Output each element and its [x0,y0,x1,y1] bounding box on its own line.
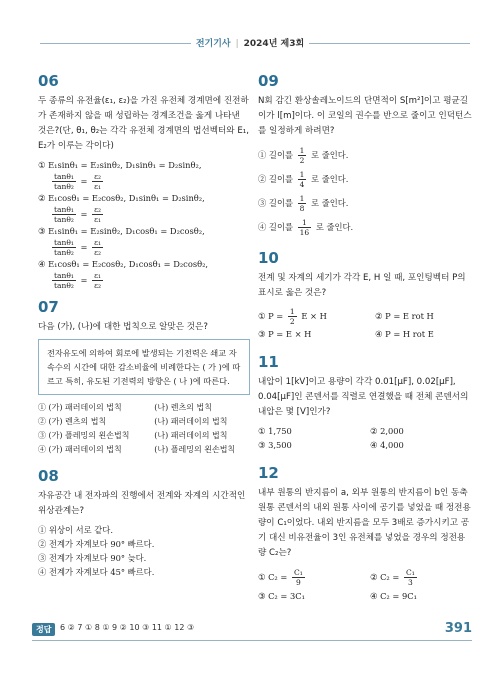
option-2-a: ② (가) 렌츠의 법칙 [38,417,107,426]
option-4: ④ C₂ = 9C₁ [370,591,417,601]
option-list [38,401,250,457]
answer-footer [32,621,472,639]
option-3-b: (나) 패러데이의 법칙 [154,431,228,440]
fraction: $\frac{\text{C₁}}{9}$ [293,568,303,587]
option-3: ③ C₂ = 3C₁ [258,591,305,601]
option-4-b: (나) 플레밍의 왼손법칙 [154,445,236,454]
fraction: $\frac{1}{16}$ [299,218,310,237]
question-text: 내압이 1[kV]이고 용량이 각각 0.01[μF], 0.02[μF], 0.04[μF]인 콘덴서를 직렬로 연결했을 때 전체 콘덴서의 내압은 몇 [V]인가? [258,377,469,417]
option-3: ③ 전계가 자계보다 90° 늦다. [38,553,147,563]
option-1: ① E₁sinθ₁ = E₂sinθ₂, D₁sinθ₁ = D₂sinθ₂, $\frac{\text{tanθ₁}}{\text{tanθ₂}}$ = $\frac{\text{ε₂}}{\text{ε₁}}$ [38,160,202,191]
option-2: ② 길이를 $\frac{1}{4}$ 로 줄인다. [258,170,349,189]
question-text: N회 감긴 환상솔레노이드의 단면적이 S[m²]이고 평균길이가 l[m]이다. 이 코일의 권수를 반으로 줄이고 인덕턴스를 일정하게 하려면? [258,96,472,136]
fraction: $\frac{\text{tanθ₁}}{\text{tanθ₂}}$ [54,238,74,257]
fraction: $\frac{\text{ε₂}}{\text{ε₁}}$ [94,205,101,224]
question-number: 09 [258,72,279,90]
option-2: ② 전계가 자계보다 90° 빠르다. [38,539,155,549]
question-text: 두 종류의 유전율(ε₁, ε₂)을 가진 유전체 경계면에 진전하가 존재하지 않을 때 성립하는 경계조건을 옳게 나타낸 것은?(단, θ₁, θ₂는 각각 유전체 경계면의 법선벡터와 E₁, E₂가 이루는 각이다) [38,96,249,151]
question-text: 자유공간 내 전자파의 진행에서 전계와 자계의 시간적인 위상관계는? [38,491,246,516]
fraction: $\frac{1}{4}$ [299,170,305,189]
option-2: ② E₁cosθ₁ = E₂cosθ₂, D₁sinθ₁ = D₂sinθ₂, $\frac{\text{tanθ₁}}{\text{tanθ₂}}$ = $\frac{\text{ε₂}}{\text{ε₁}}$ [38,193,205,224]
fraction: $\frac{\text{tanθ₁}}{\text{tanθ₂}}$ [54,172,74,191]
option-1-b: (나) 렌츠의 법칙 [154,403,212,412]
question-number: 12 [258,464,279,482]
question-text: 전계 및 자계의 세기가 각각 E, H 일 때, 포인팅벡터 P의 표시로 옳은 것은? [258,273,466,298]
question-number: 06 [38,72,59,90]
option-list [258,565,472,603]
question-number: 07 [38,298,59,316]
header-exam: 2024년 제3회 [239,39,310,49]
fraction: $\frac{\text{ε₂}}{\text{ε₁}}$ [94,172,101,191]
option-3: ③ E₁sinθ₁ = E₂sinθ₂, D₁cosθ₁ = D₂cosθ₂, $\frac{\text{tanθ₁}}{\text{tanθ₂}}$ = $\frac{\text{ε₁}}{\text{ε₂}}$ [38,226,205,257]
option-1: ① C₂ = $\frac{\text{C₁}}{9}$ [258,568,303,587]
right-column [258,72,472,603]
question-10 [258,249,472,341]
question-12 [258,464,472,603]
fraction: $\frac{1}{2}$ [289,307,295,326]
fraction: $\frac{\text{tanθ₁}}{\text{tanθ₂}}$ [54,205,74,224]
question-08 [38,467,250,579]
question-box: 전자유도에 의하여 회로에 발생되는 기전력은 쇄교 자속수의 시간에 대한 감소비율에 비례한다는 ( 가 )에 따르고 특히, 유도된 기전력의 방향은 ( 나 )에 따른다. [38,339,250,395]
option-1: ① 1,750 [258,426,292,436]
question-09 [258,72,472,239]
option-2: ② P = E rot H [375,311,434,321]
option-3: ③ 3,500 [258,440,292,450]
question-number: 08 [38,467,59,485]
fraction: $\frac{1}{8}$ [299,194,305,213]
option-4-a: ④ (가) 패러데이의 법칙 [38,445,122,454]
option-2-b: (나) 패러데이의 법칙 [154,417,228,426]
question-07 [38,298,250,457]
option-list [258,424,472,452]
option-3: ③ 길이를 $\frac{1}{8}$ 로 줄인다. [258,194,349,213]
answer-label: 정답 [32,623,55,636]
fraction: $\frac{\text{ε₁}}{\text{ε₂}}$ [94,271,101,290]
question-11 [258,353,472,452]
header-subject: 전기기사 [191,39,236,49]
page-number: 391 [444,621,472,636]
option-4: ④ E₁cosθ₁ = E₂cosθ₂, D₁cosθ₁ = D₂cosθ₂, $\frac{\text{tanθ₁}}{\text{tanθ₂}}$ = $\frac{\text{ε₁}}{\text{ε₂}}$ [38,259,209,290]
page-header [0,36,500,52]
fraction: $\frac{\text{C₁}}{3}$ [405,568,415,587]
question-text: 내부 원통의 반지름이 a, 외부 원통의 반지름이 b인 동축원통 콘덴서의 내외 원통 사이에 공기를 넣었을 때 정전용량이 C₁이었다. 내외 반지름을 모두 3배로 증가시키고 공기 대신 비유전율이 3인 유전체를 넣었을 경우의 정전용량 C₂는? [258,488,471,558]
left-column [38,72,250,579]
footer-rule [32,640,472,641]
option-2: ② C₂ = $\frac{\text{C₁}}{3}$ [370,568,415,587]
option-4: ④ 전계가 자계보다 45° 빠르다. [38,567,155,577]
fraction: $\frac{\text{ε₁}}{\text{ε₂}}$ [94,238,101,257]
question-text: 다음 (가), (나)에 대한 법칙으로 알맞은 것은? [38,322,208,332]
option-4: ④ 길이를 $\frac{1}{16}$ 로 줄인다. [258,218,354,237]
option-4: ④ P = H rot E [375,329,434,339]
option-1-a: ① (가) 패러데이의 법칙 [38,403,122,412]
answer-key: 6 ② 7 ① 8 ① 9 ② 10 ③ 11 ① 12 ③ [60,623,195,632]
fraction: $\frac{1}{2}$ [299,146,305,165]
question-number: 11 [258,353,279,371]
question-number: 10 [258,249,279,267]
header-separator: | [235,39,239,49]
fraction: $\frac{\text{tanθ₁}}{\text{tanθ₂}}$ [54,271,74,290]
option-3: ③ P = E × H [258,329,312,339]
option-1: ① P = $\frac{1}{2}$ E × H [258,307,327,326]
option-2: ② 2,000 [370,426,404,436]
option-4: ④ 4,000 [370,440,404,450]
question-06 [38,72,250,290]
option-list [258,305,472,341]
option-3-a: ③ (가) 플레밍의 왼손법칙 [38,431,130,440]
option-1: ① 위상이 서로 같다. [38,525,113,535]
option-1: ① 길이를 $\frac{1}{2}$ 로 줄인다. [258,146,349,165]
